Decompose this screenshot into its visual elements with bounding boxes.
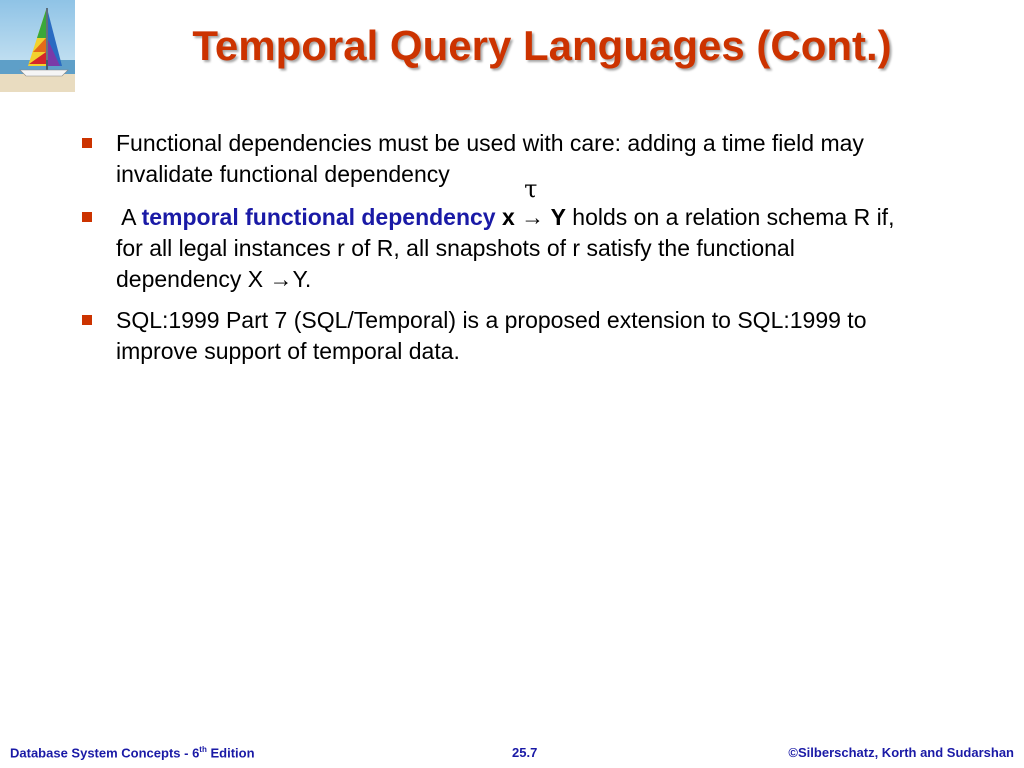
footer-edition-sup: th: [199, 745, 207, 754]
tau-arrow: [521, 175, 545, 233]
bullet-item: [80, 305, 920, 367]
square-bullet-icon: [82, 315, 92, 325]
footer-slide-number: 25.7: [512, 745, 538, 760]
bullet-text: Functional dependencies must be used with care: adding a time field may invalidate functional dependency: [116, 130, 864, 187]
bullet-list: [80, 128, 920, 377]
slide-title: Temporal Query Languages (Cont.): [192, 22, 892, 69]
arrow-symbol: →: [521, 204, 545, 230]
footer-copyright: ©Silberschatz, Korth and Sudarshan: [788, 745, 1014, 760]
temporal-fd-term: temporal functional dependency: [141, 204, 496, 230]
bullet-item: [80, 175, 920, 295]
bullet-text-rest: holds on a relation schema R if, for all legal instances r of R, all snapshots of r satisfy the functional dependency X →Y.: [116, 204, 895, 292]
footer-book-title: [10, 745, 255, 760]
tau-symbol: τ: [524, 175, 538, 203]
footer-book-name: Database System Concepts - 6: [10, 745, 200, 761]
bullet-text: SQL:1999 Part 7 (SQL/Temporal) is a proposed extension to SQL:1999 to improve support of temporal data.: [116, 307, 867, 364]
footer-edition-label: Edition: [206, 745, 255, 761]
square-bullet-icon: [82, 138, 92, 148]
fd-lhs: x: [501, 204, 515, 230]
square-bullet-icon: [82, 212, 92, 222]
fd-rhs: Y: [550, 204, 566, 230]
slide-footer: [0, 745, 1024, 763]
bullet-text-prefix: A: [116, 204, 142, 230]
bullet-item: [80, 128, 920, 190]
